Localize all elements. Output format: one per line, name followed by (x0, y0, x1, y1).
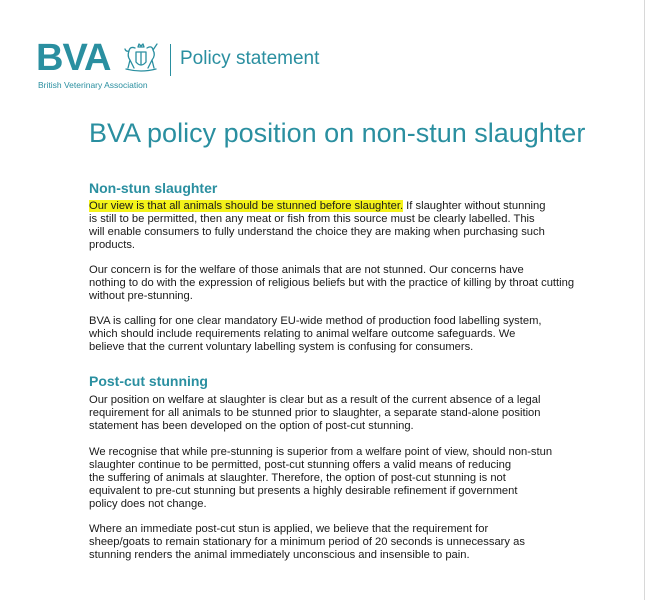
paragraph-line: stunning renders the animal immediately unconscious and insensible to pain. (89, 549, 470, 561)
paragraph-line: requirement for all animals to be stunned prior to slaughter, a separate stand-alone position (89, 407, 541, 419)
paragraph-line: Our position on welfare at slaughter is clear but as a result of the current absence of a legal (89, 394, 541, 406)
paragraph-line: the suffering of animals at slaughter. Therefore, the option of post-cut stunning is not (89, 472, 506, 484)
document-title: BVA policy position on non-stun slaughter (89, 118, 586, 148)
paragraph (89, 200, 559, 252)
logo-text: BVA (36, 37, 111, 79)
section-heading-non-stun: Non-stun slaughter (89, 180, 218, 196)
header-divider (170, 44, 171, 76)
header-label: Policy statement (180, 48, 320, 69)
paragraph-line: sheep/goats to remain stationary for a minimum period of 20 seconds is unnecessary as (89, 536, 525, 548)
highlighted-text: Our view is that all animals should be stunned before slaughter. (89, 200, 404, 212)
paragraph-line: is still to be permitted, then any meat or fish from this source must be clearly labelled. This (89, 213, 535, 225)
paragraph-line: policy does not change. (89, 498, 207, 510)
paragraph-line: products. (89, 239, 136, 251)
logo-subtitle: British Veterinary Association (38, 80, 148, 90)
paragraph-line: Our concern is for the welfare of those animals that are not stunned. Our concerns have (89, 264, 524, 276)
paragraph-line: equivalent to pre-cut stunning but presents a highly desirable refinement if government (89, 485, 518, 497)
bva-logo (36, 38, 166, 98)
paragraph-line: will enable consumers to fully understand the choice they are making when purchasing such (89, 226, 545, 238)
paragraph-line: without pre-stunning. (89, 290, 193, 302)
paragraph-line: nothing to do with the expression of religious beliefs but with the practice of killing by throat cutting (89, 277, 575, 289)
paragraph-line: which should include requirements relating to animal welfare outcome safeguards. We (89, 328, 516, 340)
section-heading-post-cut: Post-cut stunning (89, 373, 208, 389)
paragraph (89, 264, 575, 303)
paragraph-line: slaughter continue to be permitted, post-cut stunning offers a valid means of reducing (89, 459, 512, 471)
paragraph-line: Where an immediate post-cut stun is applied, we believe that the requirement for (89, 523, 489, 535)
paragraph-line: BVA is calling for one clear mandatory EU-wide method of production food labelling system, (89, 315, 542, 327)
paragraph-line: believe that the current voluntary labelling system is confusing for consumers. (89, 341, 474, 353)
paragraph-line: We recognise that while pre-stunning is superior from a welfare point of view, should non-stun (89, 446, 553, 458)
paragraph-line: Our view is that all animals should be stunned before slaughter. If slaughter without stunning (89, 200, 546, 212)
lion-unicorn-crest-icon (120, 38, 162, 80)
paragraph (89, 446, 559, 511)
paragraph (89, 394, 559, 433)
paragraph (89, 315, 559, 354)
paragraph (89, 523, 559, 562)
paragraph-line: statement has been developed on the option of post-cut stunning. (89, 420, 414, 432)
